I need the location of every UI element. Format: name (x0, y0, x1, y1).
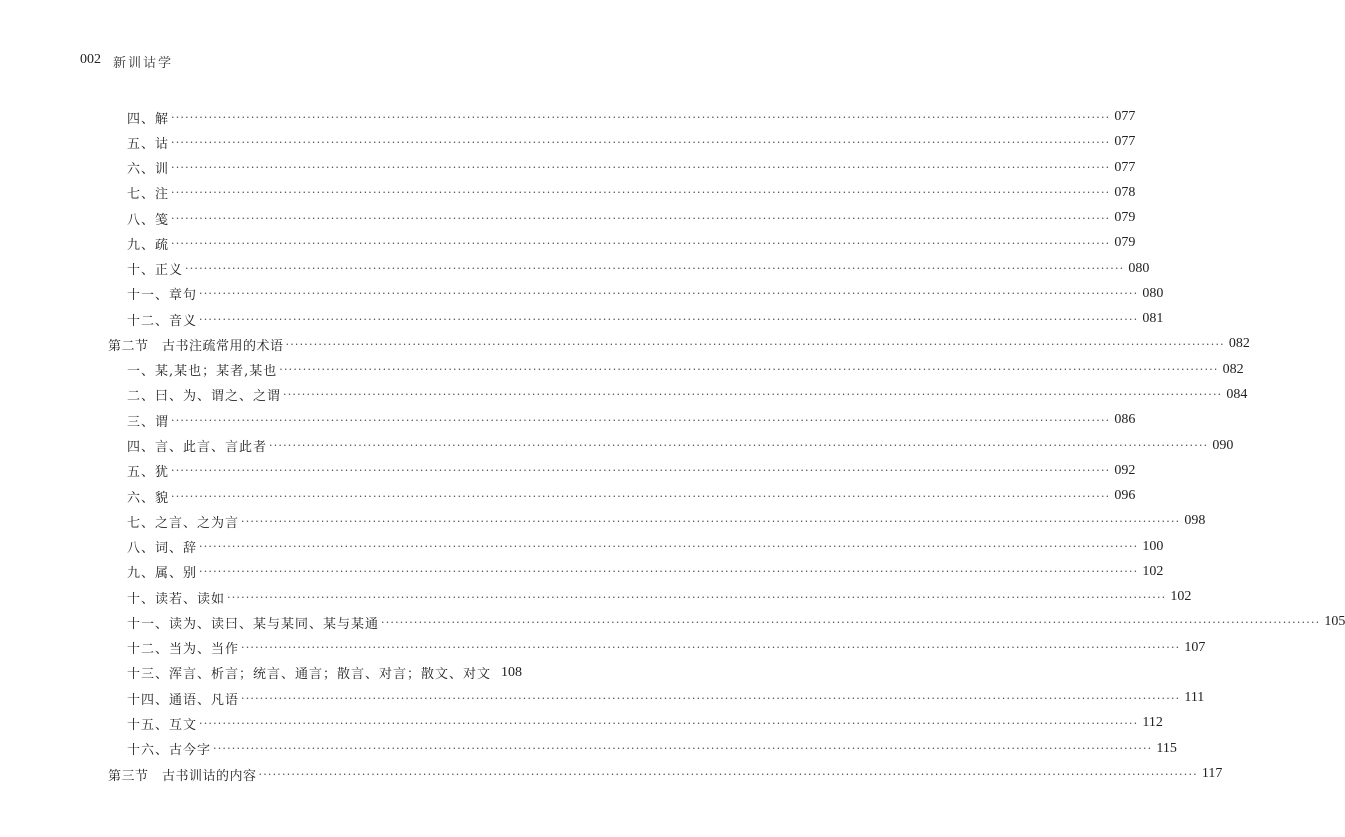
toc-entry-label: 一、某,某也；某者,某也 (127, 364, 278, 380)
toc-entry-page: 082 (1228, 336, 1250, 352)
toc-entry (127, 662, 522, 684)
leader-dots: ········································································································································································································ (171, 186, 1111, 200)
toc-entry-page: 096 (1114, 488, 1136, 504)
toc-entry-label: 七、注 (127, 187, 170, 203)
toc-entry-page: 111 (1184, 690, 1205, 706)
leader-dots: ········································································································································································································ (199, 287, 1139, 301)
toc-entry-label: 十二、音义 (127, 313, 198, 329)
header-page-number: 002 (80, 52, 101, 67)
toc-entry (127, 561, 1164, 583)
toc-entry-label: 三、谓 (127, 414, 170, 430)
toc-entry (127, 485, 1136, 507)
leader-dots: ········································································································································································································ (199, 540, 1139, 554)
leader-dots: ········································································································································································································ (171, 211, 1111, 225)
toc-entry (127, 283, 1164, 305)
toc-entry-page: 080 (1142, 285, 1164, 301)
toc-section-entry (108, 763, 1223, 785)
toc-entry (127, 232, 1136, 254)
leader-dots: ········································································································································································································ (171, 489, 1111, 503)
toc-entry-page: 080 (1128, 260, 1150, 276)
toc-entry-label: 八、笺 (127, 212, 170, 228)
toc-entry-page: 077 (1114, 109, 1136, 124)
toc-entry-label: 六、训 (127, 162, 170, 178)
toc-entry-label: 十一、章句 (127, 288, 198, 304)
toc-section-entry (108, 333, 1250, 355)
toc-entry-page: 077 (1114, 159, 1136, 175)
toc-entry-page: 081 (1142, 311, 1164, 327)
leader-dots: ········································································································································································································ (171, 135, 1111, 149)
toc-entry-page: 108 (501, 664, 522, 680)
toc-entry-label: 七、之言、之为言 (127, 515, 240, 531)
toc-entry (127, 637, 1206, 659)
toc-entry-label: 十一、读为、读曰、某与某同、某与某通 (127, 616, 380, 632)
leader-dots: ········································································································································································································ (171, 236, 1111, 250)
toc-entry (127, 308, 1164, 330)
toc-entry-label: 十、读若、读如 (127, 591, 226, 607)
toc-entry-label: 二、曰、为、谓之、之谓 (127, 389, 282, 405)
leader-dots: ········································································································································································································ (199, 312, 1139, 326)
leader-dots: ········································································································································································································ (171, 110, 1111, 124)
toc-entry-label: 十四、通语、凡语 (127, 692, 240, 708)
running-header (80, 52, 173, 71)
toc-entry-label: 十五、互文 (127, 717, 198, 733)
leader-dots: ········································································································································································································ (241, 641, 1181, 655)
toc-entry-page: 079 (1114, 210, 1136, 226)
toc-entry (127, 460, 1136, 482)
toc-entry-label: 六、貌 (127, 490, 170, 506)
toc-entry-label: 第二节 古书注疏常用的术语 (108, 338, 284, 354)
toc-entry-page: 117 (1201, 766, 1223, 782)
toc-entry-label: 十、正义 (127, 263, 184, 279)
toc-entry-page: 086 (1114, 412, 1136, 428)
toc-entry-page: 092 (1114, 462, 1136, 478)
toc-entry-label: 四、言、此言、言此者 (127, 440, 268, 455)
toc-entry (127, 106, 1136, 128)
toc-entry-label: 十三、浑言、析言；统言、通言；散言、对言；散文、对文 (127, 667, 492, 683)
leader-dots: ········································································································································································································ (199, 716, 1139, 730)
leader-dots: ········································································································································································································ (213, 742, 1153, 756)
toc-entry-page: 077 (1114, 134, 1136, 150)
toc-entry (127, 738, 1177, 760)
toc-entry-label: 十六、古今字 (127, 743, 212, 759)
toc-entry-label: 第三节 古书训诂的内容 (108, 768, 257, 784)
toc-entry (127, 131, 1136, 153)
toc-entry (127, 712, 1163, 734)
toc-entry-page: 098 (1184, 513, 1206, 529)
toc-entry-label: 五、诂 (127, 136, 170, 152)
leader-dots: ········································································································································································································ (381, 615, 1321, 629)
toc-entry-page: 084 (1226, 386, 1248, 402)
toc-entry (127, 510, 1206, 532)
leader-dots: ········································································································································································································ (185, 262, 1125, 276)
leader-dots: ········································································································································································································ (241, 691, 1181, 705)
toc-entry (127, 258, 1150, 280)
toc-entry-page: 105 (1324, 614, 1345, 630)
toc-entry-label: 九、属、别 (127, 566, 198, 582)
toc-entry-label: 四、解 (127, 111, 170, 127)
toc-entry-page: 079 (1114, 235, 1136, 251)
toc-entry (127, 687, 1205, 709)
leader-dots: ········································································································································································································ (258, 767, 1198, 781)
toc-entry (127, 359, 1244, 381)
leader-dots: ········································································································································································································ (269, 439, 1209, 452)
leader-dots: ········································································································································································································ (241, 514, 1181, 528)
toc-entry (127, 384, 1248, 406)
toc-entry-page: 107 (1184, 639, 1206, 655)
leader-dots: ········································································································································································································ (199, 565, 1139, 579)
toc-entry-page: 100 (1142, 538, 1164, 554)
leader-dots: ········································································································································································································ (285, 337, 1225, 351)
toc-entry (127, 207, 1136, 229)
leader-dots: ········································································································································································································ (171, 161, 1111, 175)
toc-entry (127, 586, 1192, 608)
toc-entry-label: 五、犹 (127, 465, 170, 481)
toc-entry-page: 102 (1170, 589, 1192, 605)
toc-entry-page: 112 (1142, 715, 1163, 731)
leader-dots: ········································································································································································································ (283, 388, 1223, 402)
toc-entry-page: 090 (1212, 437, 1234, 453)
toc-entry-page: 115 (1156, 740, 1177, 756)
toc-entry (127, 536, 1164, 558)
leader-dots: ········································································································································································································ (171, 413, 1111, 427)
toc-entry-label: 八、词、辞 (127, 541, 198, 557)
leader-dots: ········································································································································································································ (171, 464, 1111, 478)
toc-entry-label: 十二、当为、当作 (127, 642, 240, 658)
toc-entry (127, 157, 1136, 179)
header-book-title: 新训诂学 (113, 56, 174, 71)
toc-entry (127, 435, 1234, 457)
toc-entry-page: 078 (1114, 184, 1136, 200)
toc-entry (127, 611, 1345, 633)
toc-entry (127, 182, 1136, 204)
leader-dots: ········································································································································································································ (227, 590, 1167, 604)
toc-entry-label: 九、疏 (127, 237, 170, 253)
toc-entry-page: 102 (1142, 563, 1164, 579)
leader-dots: ········································································································································································································ (279, 363, 1219, 377)
toc-entry-page: 082 (1222, 361, 1244, 377)
toc-entry (127, 409, 1136, 431)
